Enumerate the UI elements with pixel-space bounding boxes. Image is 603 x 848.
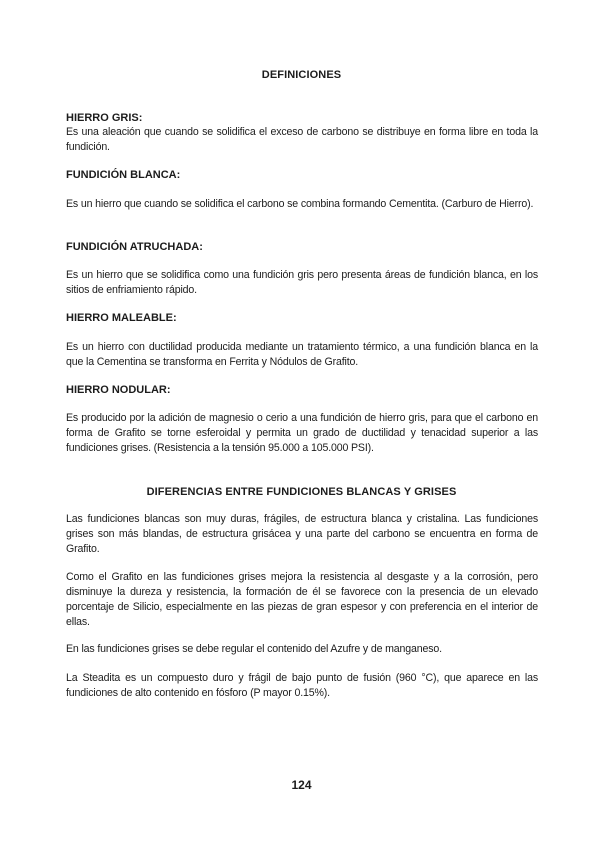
page-title: DEFINICIONES <box>261 69 342 81</box>
heading-hierro-nodular: HIERRO NODULAR: <box>66 384 171 396</box>
paragraph-diferencias-4: La Steadita es un compuesto duro y frágil de bajo punto de fusión (960 °C), que aparece en las fundiciones de alto contenido en fósforo (P mayor 0.15%). <box>66 672 538 699</box>
paragraph-diferencias-1: Las fundiciones blancas son muy duras, frágiles, de estructura blanca y cristalina. Las fundiciones grises son más blandas, de estructura grisácea y una parte del carbono se encuentra en forma de Grafito. <box>66 513 538 555</box>
heading-hierro-maleable: HIERRO MALEABLE: <box>66 312 177 324</box>
definition-hierro-gris: Es una aleación que cuando se solidifica el exceso de carbono se distribuye en forma libre en toda la fundición. <box>66 126 538 153</box>
definition-fundicion-blanca: Es un hierro que cuando se solidifica el carbono se combina formando Cementita. (Carburo de Hierro). <box>66 198 534 210</box>
paragraph-diferencias-2: Como el Grafito en las fundiciones grises mejora la resistencia al desgaste y a la corrosión, pero disminuye la dureza y resistencia, la formación de él se favorece con la presencia de un elevado porcentaje de Silicio, especialmente en las piezas de gran espesor y con preferencia en el interior de ellas. <box>66 571 538 628</box>
heading-fundicion-blanca: FUNDICIÓN BLANCA: <box>66 169 181 181</box>
definition-fundicion-atruchada: Es un hierro que se solidifica como una fundición gris pero presenta áreas de fundición blanca, en los sitios de enfriamiento rápido. <box>66 269 538 296</box>
page-number: 124 <box>291 778 312 792</box>
definition-hierro-nodular: Es producido por la adición de magnesio o cerio a una fundición de hierro gris, para que el carbono en forma de Grafito se torne esferoidal y permita un grado de ductilidad y tenacidad superior a las fundiciones grises. (Resistencia a la tensión 95.000 a 105.000 PSI). <box>66 412 538 454</box>
section-title-diferencias: DIFERENCIAS ENTRE FUNDICIONES BLANCAS Y GRISES <box>146 486 457 498</box>
heading-fundicion-atruchada: FUNDICIÓN ATRUCHADA: <box>66 241 203 253</box>
heading-hierro-gris: HIERRO GRIS: <box>66 112 143 124</box>
paragraph-diferencias-3: En las fundiciones grises se debe regular el contenido del Azufre y de manganeso. <box>66 643 442 655</box>
definition-hierro-maleable: Es un hierro con ductilidad producida mediante un tratamiento térmico, a una fundición blanca en la que la Cementina se transforma en Ferrita y Nódulos de Grafito. <box>66 341 538 368</box>
